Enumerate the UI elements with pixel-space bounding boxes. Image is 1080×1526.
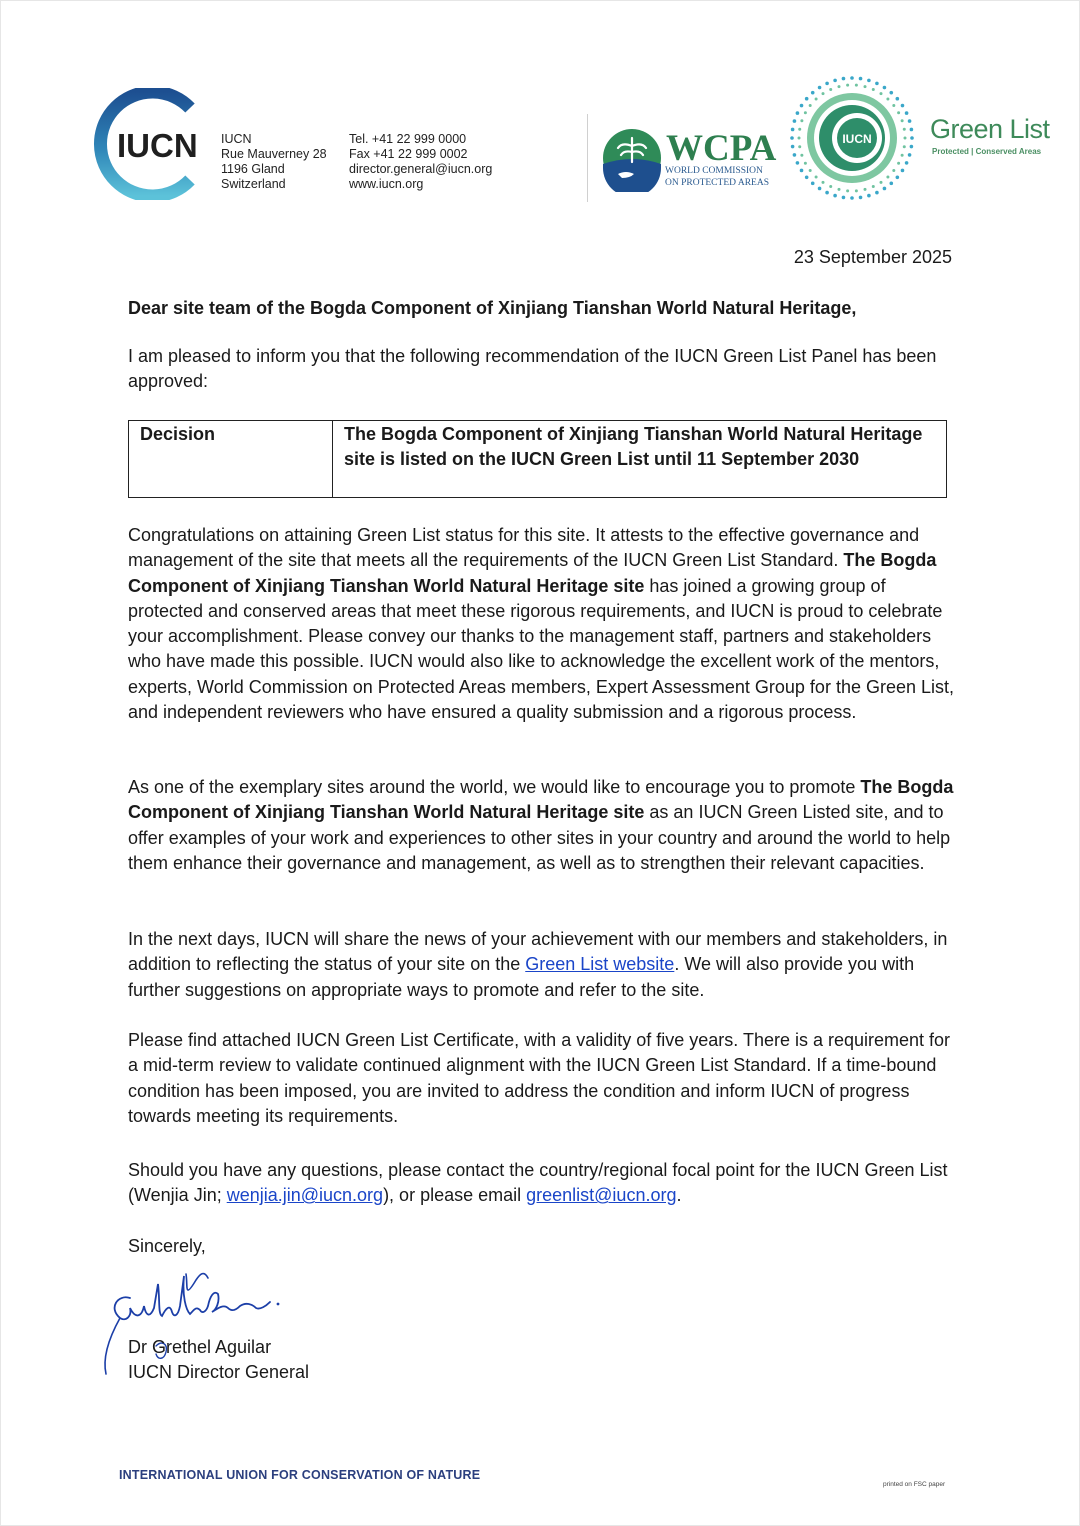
badge-ring-dot [901,119,904,122]
badge-ring-dot [910,136,914,140]
badge-ring-dot [908,119,912,123]
signer-name: Dr Grethel Aguilar [128,1337,272,1357]
badge-ring-dot [829,185,832,188]
badge-ring-dot [850,196,854,200]
site-name-bold: The Bogda Component of Xinjiang Tianshan World Natural Heritage site [128,550,937,596]
badge-ring-dot [793,119,797,123]
badge-ring-dot [886,98,889,101]
badge-ring-dot [901,154,904,157]
badge-ring-dot [829,88,832,91]
phone-line: Tel. +41 22 999 0000 [349,132,467,146]
badge-ring-dot [798,145,801,148]
green-list-subtitle: Protected | Conserved Areas [932,147,1042,156]
badge-ring-dot [798,137,801,140]
wcpa-line1: WORLD COMMISSION [665,166,763,176]
badge-ring-dot [800,104,804,108]
site-name-bold: The Bogda Component of Xinjiang Tianshan World Natural Heritage site [128,777,954,823]
badge-ring-dot [872,185,875,188]
badge-ring-dot [897,162,900,165]
next-days-paragraph [128,927,954,1003]
promote-text-2: as an IUCN Green Listed site, and to offer examples of your work and experiences to other sites in your country and around the world to help them enhance their governance and management, as well as to strengthen their relevant capacities. [128,802,951,873]
badge-ring-dot [889,182,893,186]
badge-ring-dot [804,162,807,165]
greenlist-email-link[interactable]: greenlist@iucn.org [526,1185,677,1206]
badge-ring-dot [800,119,803,122]
iucn-logo [86,88,204,200]
questions-paragraph [128,1158,954,1209]
decision-label: Decision [129,421,333,497]
address-line: 1196 Gland [221,162,285,176]
green-list-website-link[interactable]: Green List website [525,954,675,975]
letter-date: 23 September 2025 [793,247,952,267]
badge-ring-dot [859,196,863,200]
badge-ring-dot [804,111,807,114]
badge-ring-dot [901,104,905,108]
badge-ring-dot [892,169,895,172]
badge-ring-dot [818,86,822,90]
questions-text-1: Should you have any questions, please contact the country/regional focal point for the IUCN Green List (Wenjia Jin; [128,1160,948,1206]
contact-block [349,132,492,192]
badge-ring-dot [864,188,867,191]
badge-ring-dot [875,82,879,86]
badge-ring-dot [790,136,794,140]
badge-ring-dot [825,191,829,195]
badge-ring-dot [855,84,858,87]
badge-ring-dot [872,88,875,91]
badge-ring-dot [796,161,800,165]
badge-ring-dot [800,169,804,173]
badge-ring-dot [883,187,887,191]
wcpa-line2: ON PROTECTED AREAS [665,178,769,188]
badge-ring-dot [905,161,909,165]
badge-ring-dot [905,111,909,115]
congrats-text-1: Congratulations on attaining Green List status for this site. It attests to the effective governance and management of the site that meets all the requirements of the IUCN Green List Standard. [128,525,920,571]
badge-ring-dot [805,175,809,179]
focal-point-email-link[interactable]: wenjia.jin@iucn.org [226,1185,384,1206]
green-badge-text: IUCN [842,132,872,146]
website-line: www.iucn.org [349,177,424,191]
badge-ring-dot [809,104,812,107]
badge-ring-dot [855,189,858,192]
header-divider [587,114,588,202]
badge-ring-dot [811,182,815,186]
badge-ring-dot [879,181,882,184]
badge-ring-dot [815,98,818,101]
questions-text-3: . [676,1185,682,1206]
wcpa-logo [602,124,782,192]
green-list-badge [787,76,917,200]
badge-ring-dot [903,145,906,148]
badge-ring-dot [910,128,914,132]
decision-table [128,420,947,498]
badge-ring-dot [864,85,867,88]
badge-ring-dot [796,111,800,115]
congrats-text-2: has joined a growing group of protected and conserved areas that meet these rigorous requirements, and IUCN is proud to celebrate your accomplishment. Please convey our thanks to the management staff, partners and stakeholders who have made this possible. IUCN would also like to acknowledge the excellent work of the mentors, experts, World Commission on Protected Areas members, Expert Assessment Group for the Green List, and independent reviewers who have ensured a quality submission and a rigorous process. [128,575,955,723]
decision-text: The Bogda Component of Xinjiang Tianshan World Natural Heritage site is listed on the IUCN Green List until 11 September 2030 [344,424,923,469]
footer-organization: INTERNATIONAL UNION FOR CONSERVATION OF NATURE [119,1468,481,1482]
badge-ring-dot [818,187,822,191]
badge-ring-dot [791,128,795,132]
questions-text-2: ), or please email [383,1185,527,1206]
badge-ring-dot [879,92,882,95]
badge-ring-dot [809,169,812,172]
badge-ring-dot [892,104,895,107]
closing: Sincerely, [128,1236,206,1256]
badge-ring-dot [875,191,879,195]
badge-ring-dot [896,97,900,101]
badge-ring-dot [837,85,840,88]
badge-ring-dot [791,145,795,149]
badge-ring-dot [901,169,905,173]
certificate-paragraph: Please find attached IUCN Green List Certificate, with a validity of five years. There is a requirement for a mid-term review to validate continued alignment with the IUCN Green List Standard. If a time-bound condition has been imposed, you are invited to address the condition and inform IUCN of progress towards meeting its requirements. [128,1030,951,1126]
badge-ring-dot [798,128,801,131]
promote-paragraph [128,775,954,876]
address-block [221,132,327,192]
badge-ring-dot [815,175,818,178]
badge-ring-dot [908,153,912,157]
intro-paragraph: I am pleased to inform you that the following recommendation of the IUCN Green List Panel has been approved: [128,346,937,392]
badge-ring-dot [859,77,863,81]
badge-ring-dot [896,175,900,179]
iucn-logo-text: IUCN [117,127,198,164]
badge-ring-dot [889,91,893,95]
wcpa-acronym: WCPA [666,128,777,169]
signer-title: IUCN Director General [128,1362,310,1382]
badge-ring-dot [910,145,914,149]
green-list-title: Green List [930,114,1050,144]
badge-ring-dot [842,196,846,200]
badge-ring-dot [800,154,803,157]
address-line: Switzerland [221,177,286,191]
badge-ring-dot [897,111,900,114]
promote-text-1: As one of the exemplary sites around the world, we would like to encourage you to promote [128,777,861,797]
badge-ring-dot [842,77,846,81]
badge-ring-dot [837,188,840,191]
fsc-paper-note: printed on FSC paper [883,1481,946,1488]
badge-ring-dot [903,128,906,131]
address-line: Rue Mauverney 28 [221,147,327,161]
badge-ring-dot [833,194,837,198]
salutation: Dear site team of the Bogda Component of Xinjiang Tianshan World Natural Heritage, [128,298,857,318]
badge-ring-dot [846,84,849,87]
next-text-2: . We will also provide you with further suggestions on appropriate ways to promote and refer to the site. [128,954,915,1000]
badge-ring-dot [793,153,797,157]
badge-ring-dot [846,189,849,192]
badge-ring-dot [825,82,829,86]
email-line: director.general@iucn.org [349,162,493,176]
badge-ring-dot [883,86,887,90]
badge-ring-dot [805,97,809,101]
badge-ring-dot [886,175,889,178]
badge-ring-dot [811,91,815,95]
address-line: IUCN [221,132,252,146]
congrats-paragraph [128,523,954,725]
badge-ring-dot [822,181,825,184]
fax-line: Fax +41 22 999 0002 [349,147,468,161]
badge-ring-dot [867,79,871,83]
badge-ring-dot [850,76,854,80]
badge-ring-dot [867,194,871,198]
badge-ring-dot [833,79,837,83]
next-text-1: In the next days, IUCN will share the news of your achievement with our members and stakeholders, in addition to reflecting the status of your site on the [128,929,948,975]
badge-ring-dot [904,137,907,140]
badge-ring-dot [822,92,825,95]
